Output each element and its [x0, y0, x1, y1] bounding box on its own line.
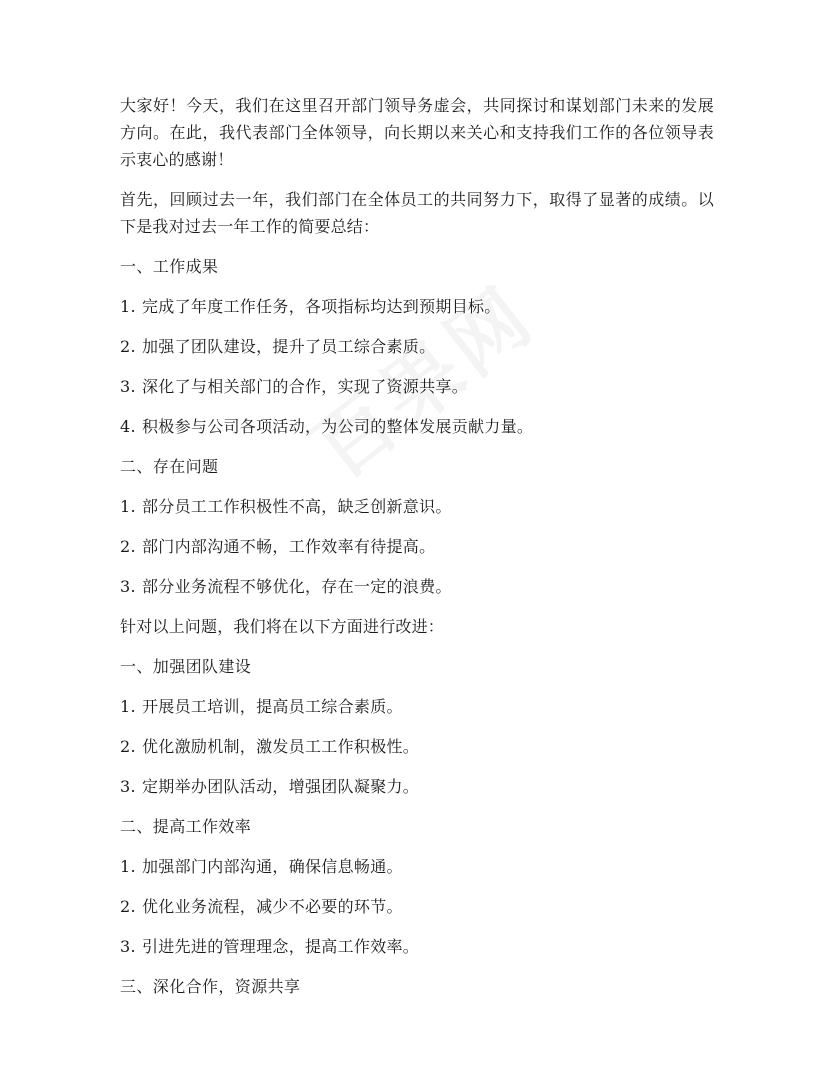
list-item: [120, 373, 714, 400]
section-heading-cooperation: 三、深化合作，资源共享: [120, 977, 301, 996]
list-item-number: 1.: [120, 697, 136, 716]
list-item-text: 定期举办团队活动，增强团队凝聚力。: [142, 777, 420, 796]
list-item-text: 优化激励机制，激发员工工作积极性。: [142, 737, 420, 756]
list-item: [120, 333, 714, 360]
list-item: [120, 853, 714, 880]
section-heading-problems: 二、存在问题: [120, 457, 219, 476]
list-item-number: 2.: [120, 337, 136, 356]
improvement-intro: 针对以上问题，我们将在以下方面进行改进：: [120, 617, 445, 636]
list-item: [120, 733, 714, 760]
list-item-number: 1.: [120, 857, 136, 876]
section-heading-achievements: 一、工作成果: [120, 257, 219, 276]
intro-paragraph: 大家好！今天，我们在这里召开部门领导务虚会，共同探讨和谋划部门未来的发展方向。在此，我代表部门全体领导，向长期以来关心和支持我们工作的各位领导表示衷心的感谢！: [120, 96, 714, 169]
list-item-number: 4.: [120, 417, 136, 436]
list-item-text: 完成了年度工作任务，各项指标均达到预期目标。: [142, 297, 501, 316]
list-item: [120, 773, 714, 800]
list-item-text: 部门内部沟通不畅，工作效率有待提高。: [142, 537, 436, 556]
list-item-text: 引进先进的管理理念，提高工作效率。: [142, 937, 420, 956]
list-item-text: 优化业务流程，减少不必要的环节。: [142, 897, 403, 916]
list-item-number: 2.: [120, 897, 136, 916]
list-item: [120, 573, 714, 600]
list-item: [120, 693, 714, 720]
list-item: [120, 893, 714, 920]
section-heading-team: 一、加强团队建设: [120, 657, 252, 676]
list-item: [120, 493, 714, 520]
list-item-number: 3.: [120, 777, 136, 796]
list-item: [120, 413, 714, 440]
section-heading-efficiency: 二、提高工作效率: [120, 817, 252, 836]
list-item-text: 部分员工工作积极性不高，缺乏创新意识。: [142, 497, 452, 516]
list-item-text: 积极参与公司各项活动，为公司的整体发展贡献力量。: [142, 417, 534, 436]
list-item-number: 1.: [120, 497, 136, 516]
list-item-text: 加强部门内部沟通，确保信息畅通。: [142, 857, 403, 876]
list-item-number: 1.: [120, 297, 136, 316]
list-item: [120, 293, 714, 320]
review-paragraph: 首先，回顾过去一年，我们部门在全体员工的共同努力下，取得了显著的成绩。以下是我对过去一年工作的简要总结：: [120, 190, 714, 236]
list-item: [120, 533, 714, 560]
document-body: [120, 92, 714, 1013]
list-item-text: 开展员工培训，提高员工综合素质。: [142, 697, 403, 716]
list-item-number: 3.: [120, 937, 136, 956]
list-item-number: 2.: [120, 537, 136, 556]
list-item-number: 2.: [120, 737, 136, 756]
list-item-text: 部分业务流程不够优化，存在一定的浪费。: [142, 577, 452, 596]
list-item-text: 深化了与相关部门的合作，实现了资源共享。: [142, 377, 469, 396]
list-item-text: 加强了团队建设，提升了员工综合素质。: [142, 337, 436, 356]
list-item: [120, 933, 714, 960]
list-item-number: 3.: [120, 577, 136, 596]
list-item-number: 3.: [120, 377, 136, 396]
